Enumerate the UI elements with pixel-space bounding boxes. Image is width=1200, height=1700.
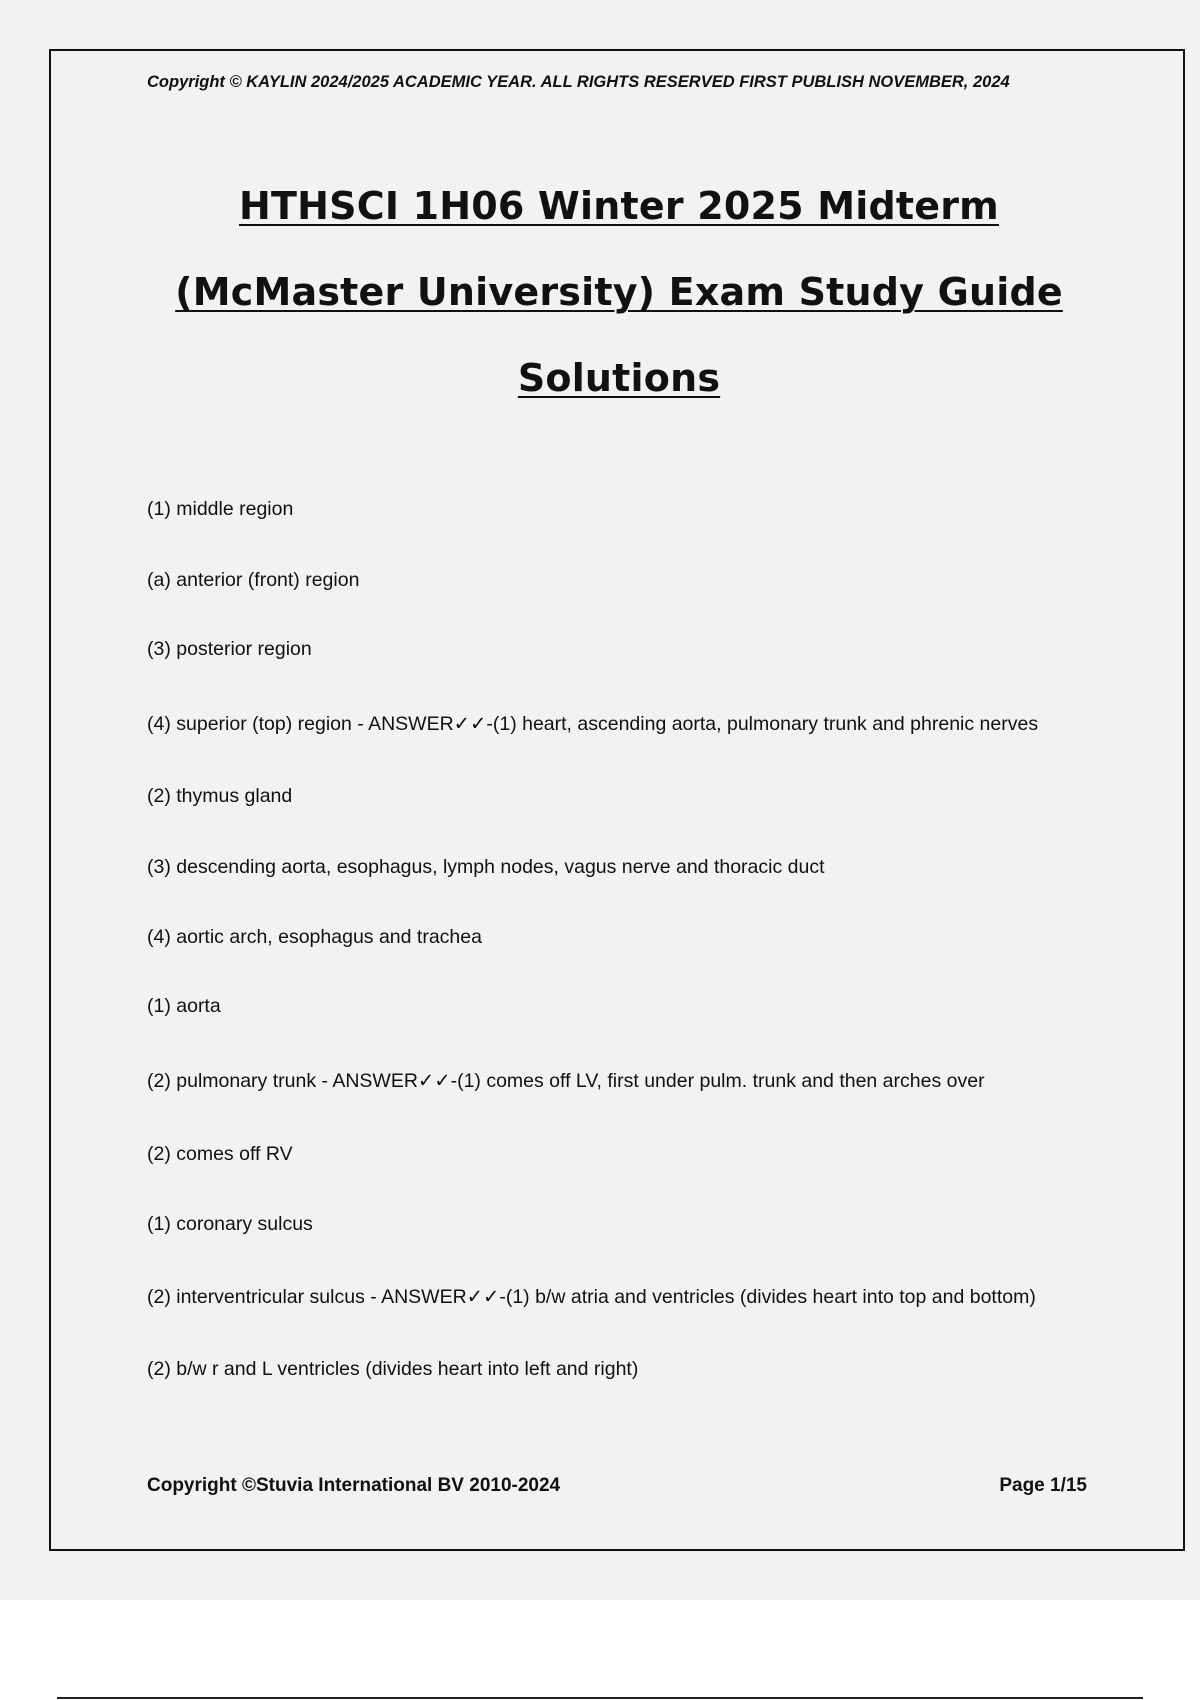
header-copyright: Copyright © KAYLIN 2024/2025 ACADEMIC YEAR. ALL RIGHTS RESERVED FIRST PUBLISH NOVEMBER, 2024 bbox=[147, 73, 1010, 91]
next-page-top-rule bbox=[57, 1697, 1143, 1699]
document-title bbox=[51, 163, 1187, 421]
page-number: Page 1/15 bbox=[999, 1475, 1087, 1496]
title-line-2: (McMaster University) Exam Study Guide bbox=[175, 270, 1063, 314]
list-item: (4) superior (top) region - ANSWER✓✓-(1) heart, ascending aorta, pulmonary trunk and phrenic nerves bbox=[147, 713, 1039, 735]
list-item: (1) middle region bbox=[147, 498, 294, 520]
list-item: (3) descending aorta, esophagus, lymph nodes, vagus nerve and thoracic duct bbox=[147, 856, 825, 878]
page-border-frame bbox=[49, 49, 1185, 1551]
list-item: (1) aorta bbox=[147, 995, 221, 1017]
list-item: (2) b/w r and L ventricles (divides heart into left and right) bbox=[147, 1358, 639, 1380]
list-item: (3) posterior region bbox=[147, 638, 312, 660]
title-line-1: HTHSCI 1H06 Winter 2025 Midterm bbox=[239, 184, 999, 228]
footer-copyright: Copyright ©Stuvia International BV 2010-2024 bbox=[147, 1475, 561, 1496]
list-item: (2) pulmonary trunk - ANSWER✓✓-(1) comes off LV, first under pulm. trunk and then arches over bbox=[147, 1070, 985, 1092]
list-item: (2) interventricular sulcus - ANSWER✓✓-(1) b/w atria and ventricles (divides heart into top and bottom) bbox=[147, 1286, 1036, 1308]
list-item: (a) anterior (front) region bbox=[147, 569, 360, 591]
list-item: (2) comes off RV bbox=[147, 1143, 293, 1165]
list-item: (2) thymus gland bbox=[147, 785, 293, 807]
list-item: (4) aortic arch, esophagus and trachea bbox=[147, 926, 482, 948]
title-line-3: Solutions bbox=[517, 356, 721, 400]
list-item: (1) coronary sulcus bbox=[147, 1213, 313, 1235]
